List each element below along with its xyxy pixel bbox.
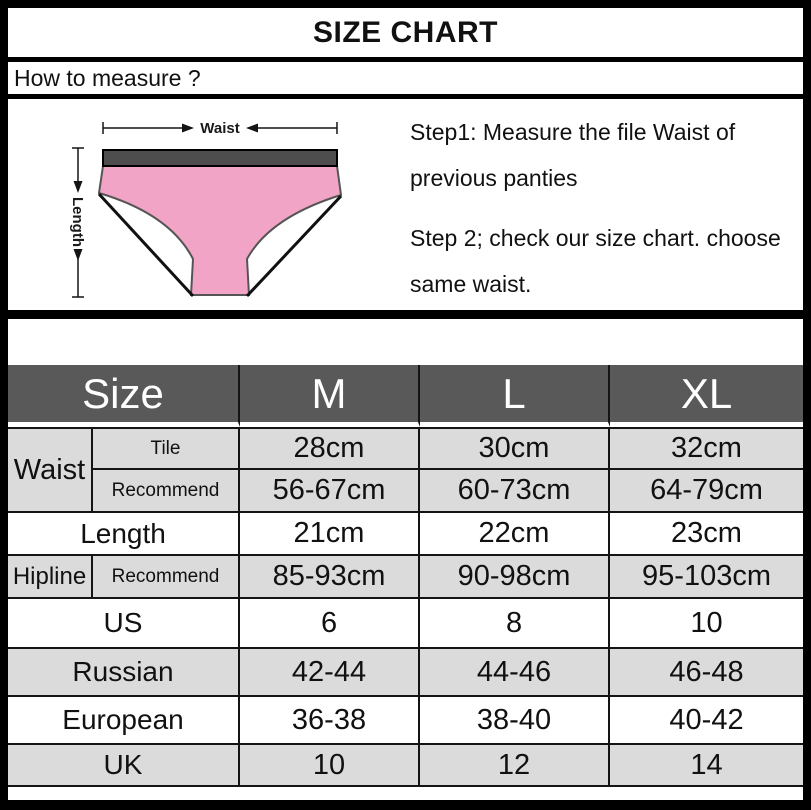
- cell-hipline-m: 85-93cm: [240, 556, 420, 599]
- row-label-hipline-recommend: Recommend: [93, 556, 240, 599]
- cell-uk-m: 10: [240, 745, 420, 787]
- table-row-length: [8, 513, 803, 556]
- cell-us-m: 6: [240, 599, 420, 649]
- column-header-xl: XL: [610, 365, 803, 427]
- row-label-uk: UK: [8, 745, 240, 787]
- table-row-hipline: [8, 556, 803, 599]
- column-header-m: M: [240, 365, 420, 427]
- row-label-length: Length: [8, 513, 240, 556]
- cell-waist-rec-l: 60-73cm: [420, 470, 610, 513]
- cell-waist-rec-xl: 64-79cm: [610, 470, 803, 513]
- how-to-measure-heading: [8, 62, 803, 99]
- table-row-uk: [8, 745, 803, 787]
- cell-european-l: 38-40: [420, 697, 610, 745]
- row-label-russian: Russian: [8, 649, 240, 697]
- row-label-waist-recommend: Recommend: [93, 470, 240, 513]
- column-header-size: Size: [8, 365, 240, 427]
- table-row-russian: [8, 649, 803, 697]
- step-2-text: [410, 215, 795, 307]
- cell-uk-l: 12: [420, 745, 610, 787]
- cell-russian-xl: 46-48: [610, 649, 803, 697]
- table-row-waist-tile: [8, 427, 803, 470]
- step-2-line-2: same waist.: [410, 271, 532, 297]
- panty-illustration: [99, 150, 341, 296]
- cell-russian-m: 42-44: [240, 649, 420, 697]
- step-1-line-2: previous panties: [410, 165, 578, 191]
- panty-waistband: [103, 150, 337, 166]
- size-table: [8, 365, 803, 787]
- row-label-european: European: [8, 697, 240, 745]
- length-dimension-label: Length: [69, 197, 86, 247]
- waist-dimension-label: Waist: [200, 120, 240, 137]
- table-spacer: [8, 319, 803, 365]
- table-row-european: [8, 697, 803, 745]
- row-group-hipline: Hipline: [8, 556, 93, 599]
- panty-measure-diagram: [8, 99, 408, 310]
- step-1-line-1: Step1: Measure the file Waist of: [410, 119, 736, 145]
- cell-waist-tile-l: 30cm: [420, 427, 610, 470]
- column-header-l: L: [420, 365, 610, 427]
- panty-body-shape: [99, 166, 341, 295]
- cell-uk-xl: 14: [610, 745, 803, 787]
- cell-european-xl: 40-42: [610, 697, 803, 745]
- measure-section: [8, 99, 803, 310]
- cell-hipline-xl: 95-103cm: [610, 556, 803, 599]
- measure-steps: [408, 99, 803, 310]
- cell-length-l: 22cm: [420, 513, 610, 556]
- cell-waist-rec-m: 56-67cm: [240, 470, 420, 513]
- cell-us-l: 8: [420, 599, 610, 649]
- section-divider: [8, 310, 803, 319]
- cell-waist-tile-xl: 32cm: [610, 427, 803, 470]
- cell-european-m: 36-38: [240, 697, 420, 745]
- table-row-waist-recommend: [8, 470, 803, 513]
- cell-hipline-l: 90-98cm: [420, 556, 610, 599]
- size-table-header-row: [8, 365, 803, 427]
- how-to-measure-text: How to measure ?: [14, 64, 201, 91]
- cell-length-xl: 23cm: [610, 513, 803, 556]
- cell-russian-l: 44-46: [420, 649, 610, 697]
- cell-waist-tile-m: 28cm: [240, 427, 420, 470]
- table-row-us: [8, 599, 803, 649]
- cell-length-m: 21cm: [240, 513, 420, 556]
- row-label-tile: Tile: [93, 427, 240, 470]
- step-1-text: [410, 109, 795, 201]
- row-group-waist: Waist: [8, 427, 93, 513]
- row-label-us: US: [8, 599, 240, 649]
- cell-us-xl: 10: [610, 599, 803, 649]
- step-2-line-1: Step 2; check our size chart. choose: [410, 225, 781, 251]
- page-title: [8, 8, 803, 62]
- page-title-text: SIZE CHART: [313, 15, 498, 49]
